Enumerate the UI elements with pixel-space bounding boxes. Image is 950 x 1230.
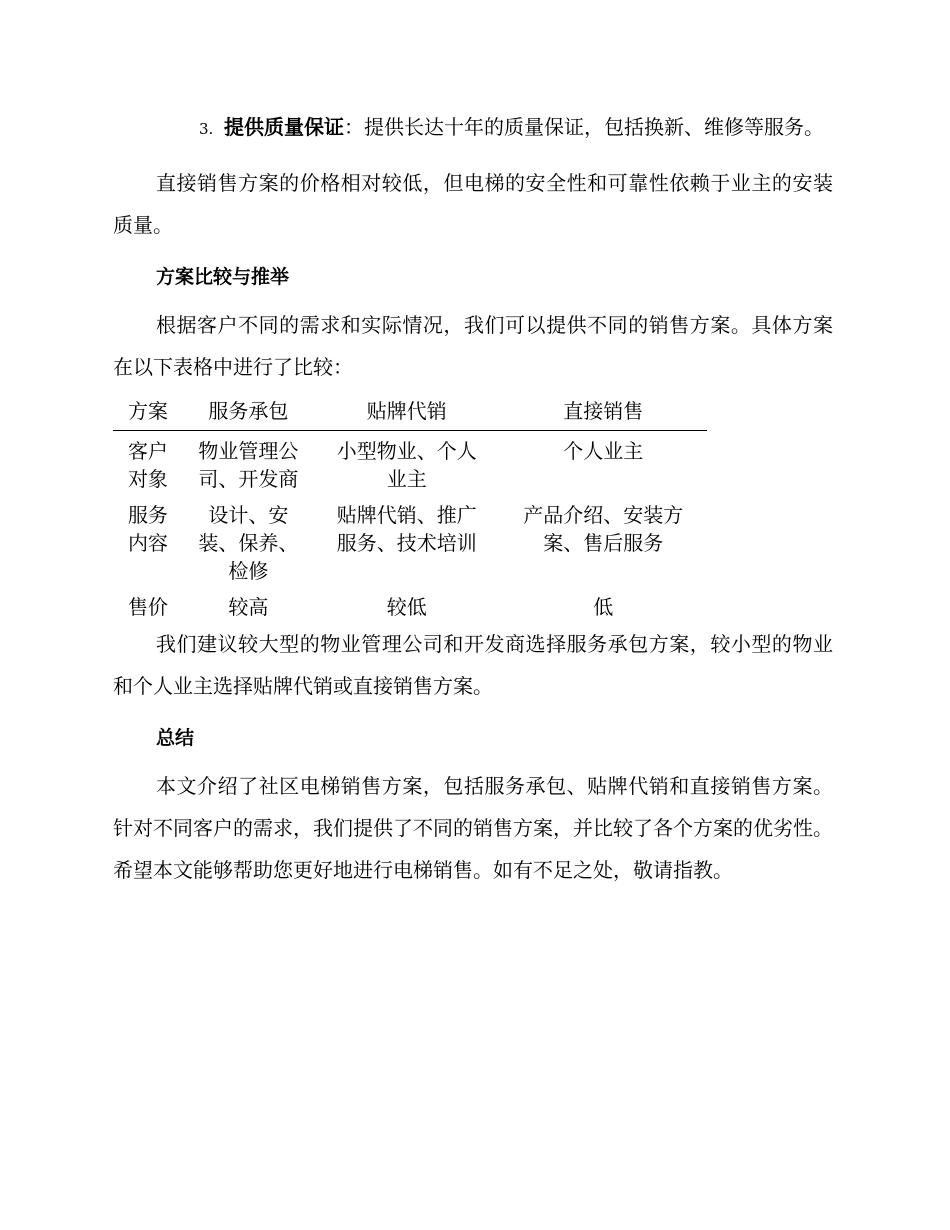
table-cell-text: 低 bbox=[593, 595, 614, 619]
table-cell bbox=[183, 587, 314, 623]
list-item-number: 3. bbox=[199, 120, 214, 138]
table-cell-text: 物业管理公司、开发商 bbox=[198, 439, 299, 491]
table-header-cell: 贴牌代销 bbox=[314, 396, 500, 431]
table-cell-text: 产品介绍、安装方案、售后服务 bbox=[523, 503, 684, 555]
table-cell bbox=[500, 495, 707, 587]
table-cell-text: 贴牌代销、推广服务、技术培训 bbox=[336, 503, 477, 555]
paragraph-direct-sales: 直接销售方案的价格相对较低，但电梯的安全性和可靠性依赖于业主的安装质量。 bbox=[113, 171, 833, 237]
table-cell-text: 较低 bbox=[386, 595, 427, 619]
paragraph-summary: 本文介绍了社区电梯销售方案，包括服务承包、贴牌代销和直接销售方案。针对不同客户的需求，我们提供了不同的销售方案，并比较了各个方案的优劣性。希望本文能够帮助您更好地进行电梯销售。如有不足之处，敬请指教。 bbox=[113, 774, 833, 882]
table-cell bbox=[183, 431, 314, 496]
table-cell-text: 售价 bbox=[127, 595, 168, 619]
heading-summary: 总结 bbox=[156, 727, 195, 749]
table-cell-text: 较高 bbox=[228, 595, 269, 619]
table-cell bbox=[113, 495, 183, 587]
paragraph-table-intro: 根据客户不同的需求和实际情况，我们可以提供不同的销售方案。具体方案在以下表格中进行了比较： bbox=[113, 313, 833, 379]
table-cell bbox=[314, 431, 500, 496]
table-cell bbox=[113, 431, 183, 496]
list-item-body: 提供长达十年的质量保证，包括换新、维修等服务。 bbox=[364, 115, 824, 139]
table-cell bbox=[500, 587, 707, 623]
table-cell-text: 设计、安装、保养、检修 bbox=[198, 503, 299, 583]
comparison-table bbox=[113, 396, 707, 623]
table-cell bbox=[314, 587, 500, 623]
table-cell-text: 客户对象 bbox=[127, 439, 168, 491]
table-cell-text: 小型物业、个人业主 bbox=[336, 439, 477, 491]
list-item-quality-guarantee bbox=[113, 106, 833, 150]
table-header-cell: 服务承包 bbox=[183, 396, 314, 431]
document-body bbox=[113, 106, 833, 891]
table-header-cell: 方案 bbox=[113, 396, 183, 431]
table-row bbox=[113, 431, 707, 496]
table-cell bbox=[500, 431, 707, 496]
table-cell bbox=[314, 495, 500, 587]
heading-comparison: 方案比较与推举 bbox=[156, 266, 290, 288]
list-item-separator: ： bbox=[344, 115, 364, 139]
list-item-title: 提供质量保证 bbox=[224, 115, 344, 139]
paragraph-recommendation: 我们建议较大型的物业管理公司和开发商选择服务承包方案，较小型的物业和个人业主选择贴牌代销或直接销售方案。 bbox=[113, 632, 833, 698]
table-header-row bbox=[113, 396, 707, 431]
table-row bbox=[113, 587, 707, 623]
table-cell-text: 服务内容 bbox=[127, 503, 168, 555]
table-header-cell: 直接销售 bbox=[500, 396, 707, 431]
table-cell bbox=[183, 495, 314, 587]
table-cell bbox=[113, 587, 183, 623]
table-cell-text: 个人业主 bbox=[563, 439, 644, 463]
table-row bbox=[113, 495, 707, 587]
